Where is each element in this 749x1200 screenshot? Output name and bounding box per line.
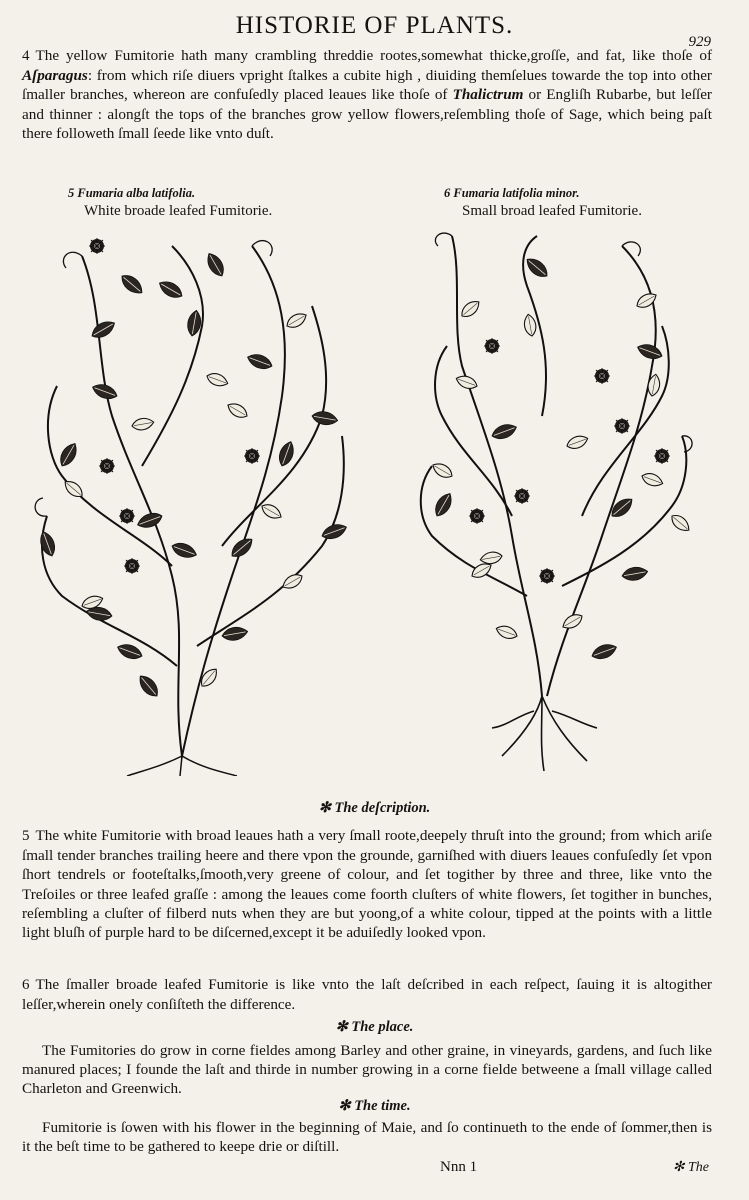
italic-term: Thalictrum: [452, 86, 524, 104]
figure-number: 5: [68, 186, 75, 200]
italic-term: Aſparagus: [22, 67, 88, 85]
place-heading: ✻ The place.: [335, 1019, 414, 1035]
text-run: The yellow Fumitorie hath many crambling threddie rootes,somewhat thicke,groſſe, and fat, like thoſe of: [35, 47, 712, 64]
paragraph-number: 4: [22, 48, 30, 64]
paragraph-number: 6: [22, 977, 30, 993]
latin-name: Fumaria alba latifolia.: [77, 186, 196, 200]
text-run: : from which riſe diuers vpright ſtalkes a cubite high , diuiding themſelues towarde the top into other ſmaller branches, whereon are confuſedly placed leaues like thoſe of: [22, 67, 712, 104]
signature-mark: Nnn 1: [440, 1159, 478, 1175]
time-paragraph: Fumitorie is ſowen with his flower in the beginning of Maie, and ſo continueth to the ende of ſommer,then is it the beſt time to be gathered to keepe drie or diſtill.: [22, 1119, 712, 1156]
figure-5-latin-caption: [68, 186, 195, 201]
plant-woodcut-illustration: [22, 216, 712, 776]
place-paragraph: The Fumitories do grow in corne fieldes among Barley and other graine, in vineyards, gardens, and ſuch like manured places; I founde the laſt and thirde in number growing in a corne fielde betweene a ſmall village called Charleton and Greenwich.: [22, 1042, 712, 1098]
description-heading: ✻ The deſcription.: [318, 800, 431, 816]
paragraph-number: 5: [22, 828, 30, 844]
paragraph-4: [22, 46, 712, 143]
latin-name: Fumaria latifolia minor.: [453, 186, 580, 200]
text-run: The ſmaller broade leafed Fumitorie is like vnto the laſt deſcribed in each reſpect, ſauing it is altogither leſſer,wherein onely conſiſteth the difference.: [22, 976, 712, 1014]
figure-number: 6: [444, 186, 451, 200]
figure-6-english-caption: Small broad leafed Fumitorie.: [462, 203, 642, 219]
paragraph-6: [22, 975, 712, 1014]
text-run: or Engliſh Rubarbe, but leſſer and thinner : alongſt the tops of the branches grow yellow flowers,reſembling thoſe of Sage, which being paſt there followeth ſmall ſeede like vnto duſt.: [22, 86, 712, 142]
page-number: 929: [688, 34, 711, 50]
figure-6-latin-caption: [444, 186, 579, 201]
time-heading: ✻ The time.: [338, 1098, 411, 1114]
catchword: ✻ The: [672, 1160, 709, 1175]
figure-5-english-caption: White broade leafed Fumitorie.: [84, 203, 273, 219]
running-head: HISTORIE OF PLANTS.: [235, 12, 514, 39]
text-run: The white Fumitorie with broad leaues hath a very ſmall roote,deepely thruſt into the ground; from which ariſe ſmall tender branches trailing heere and there vpon the grounde, garniſhed with diuers leaues confuſedly ſet vpon ſhort tendrels or footeſtalks,ſmooth,very greene of colour, and ſet togither by three and three, like vnto the Treſoiles or three leafed graſſe : among the leaues come foorth cluſters of white flowers, ſet togither in bunches, reſembling a cluſter of filberd nuts when they are but yoong,of a white colour, tipped at the points with a little light bluſh of purple hard to be diſcerned,except it be aduiſedly looked vpon.: [22, 827, 712, 942]
plant-left-leaves: [37, 238, 349, 700]
paragraph-5: [22, 826, 712, 942]
